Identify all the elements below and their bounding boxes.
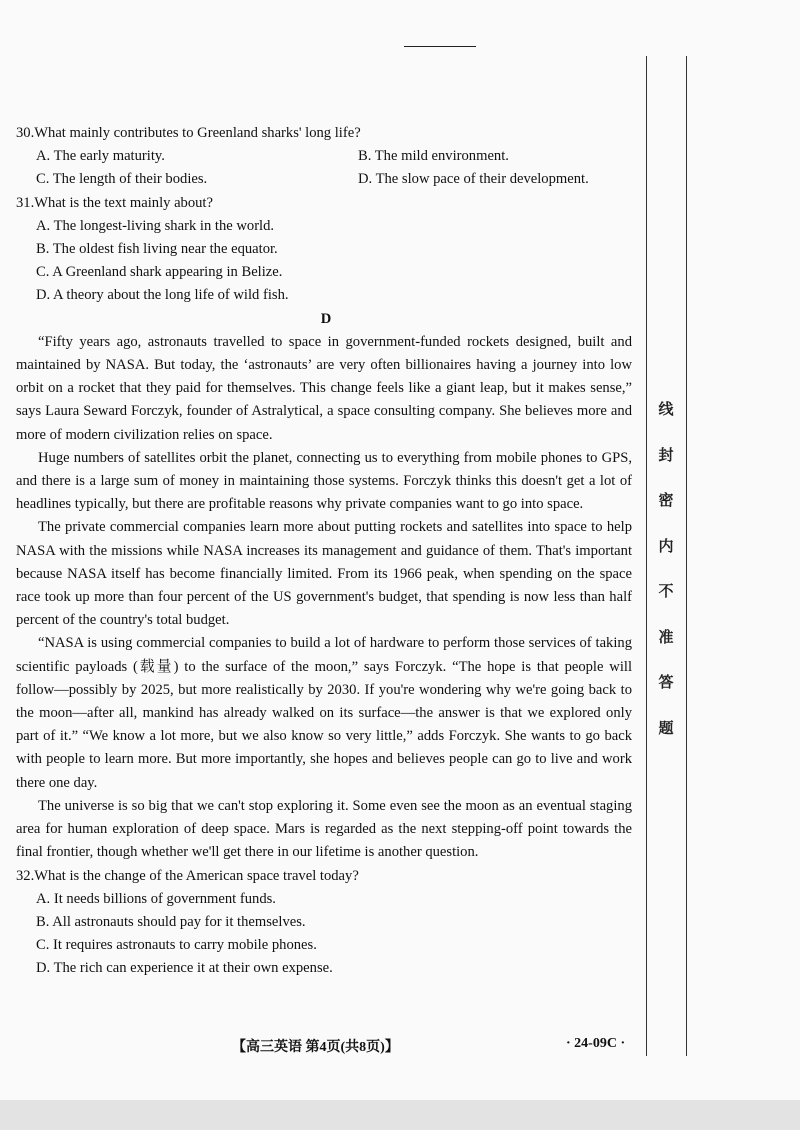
top-rule bbox=[404, 46, 476, 47]
question-32-option-d: D. The rich can experience it at their own expense. bbox=[36, 960, 333, 977]
passage-paragraph: “NASA is using commercial companies to build a lot of hardware to perform those services of taking scientific payloads (载量) to the surface of the moon,” says Forczyk. “The hope is that people will follow—possibly by 2025, but more realistically by 2030. If you're wondering why we're going back to the moon—after all, mankind has already walked on its surface—the answer is that we explored only part of it.” “We know a lot more, but we also know so very little,” adds Forczyk. She wants to go back with people to learn more. But more importantly, she hopes and believes people can go to live and work there one day. bbox=[16, 635, 632, 791]
margin-char: 题 bbox=[658, 720, 674, 737]
question-31-stem: 31.What is the text mainly about? bbox=[16, 194, 213, 211]
margin-char: 线 bbox=[658, 402, 674, 418]
footer-code: · 24-09C · bbox=[566, 1036, 626, 1051]
question-32-option-a: A. It needs billions of government funds. bbox=[36, 890, 276, 907]
margin-line-left bbox=[646, 56, 647, 1056]
margin-char: 答 bbox=[658, 675, 674, 691]
question-32-stem: 32.What is the change of the American space travel today? bbox=[16, 867, 359, 884]
margin-char: 准 bbox=[658, 629, 674, 646]
question-32-option-b: B. All astronauts should pay for it themselves. bbox=[36, 913, 306, 930]
question-31 bbox=[16, 192, 632, 308]
passage-paragraph: Huge numbers of satellites orbit the planet, connecting us to everything from mobile phones to GPS, and there is a large sum of money in maintaining those systems. Forczyk thinks this doesn't get a lot of headlines typically, but there are profitable reasons why private companies want to go into space. bbox=[16, 449, 632, 513]
question-31-option-d: D. A theory about the long life of wild fish. bbox=[36, 287, 289, 304]
question-30-option-c: C. The length of their bodies. bbox=[36, 171, 208, 188]
question-30-option-b: B. The mild environment. bbox=[358, 148, 509, 165]
question-31-option-b: B. The oldest fish living near the equator. bbox=[36, 241, 278, 258]
margin-char: 封 bbox=[658, 447, 674, 464]
question-31-option-a: A. The longest-living shark in the world. bbox=[36, 217, 275, 234]
passage-paragraph: The private commercial companies learn more about putting rockets and satellites into space to help NASA with the missions while NASA increases its management and guidance of them. That's important because NASA itself has become financially limited. From its 1966 peak, when spending on the space race took up more than four percent of the US government's budget, that spending is now less than half percent of the country's total budget. bbox=[16, 519, 632, 629]
question-32-option-c: C. It requires astronauts to carry mobile phones. bbox=[36, 937, 317, 954]
main-content bbox=[16, 122, 632, 981]
question-30-option-d: D. The slow pace of their development. bbox=[358, 171, 589, 188]
footer-page-label: 【高三英语 第4页(共8页)】 bbox=[232, 1040, 399, 1055]
margin-char: 不 bbox=[658, 584, 674, 600]
question-30 bbox=[16, 122, 632, 192]
margin-line-right bbox=[686, 56, 687, 1056]
margin-char: 内 bbox=[658, 538, 674, 555]
question-30-option-a: A. The early maturity. bbox=[36, 148, 165, 165]
binding-margin-text bbox=[652, 400, 680, 764]
section-d-title: D bbox=[320, 310, 332, 327]
question-30-stem: 30.What mainly contributes to Greenland sharks' long life? bbox=[16, 125, 361, 141]
margin-char: 密 bbox=[658, 493, 674, 509]
passage-paragraph: “Fifty years ago, astronauts travelled to space in government-funded rockets designed, built and maintained by NASA. But today, the ‘astronauts’ are very often billionaires having a journey into low orbit on a rocket that they paid for themselves. This change feels like a giant leap, but it makes sense,” says Laura Seward Forczyk, founder of Astralytical, a space consulting company. She believes more and more of modern civilization relies on space. bbox=[16, 333, 632, 443]
passage-paragraph: The universe is so big that we can't stop exploring it. Some even see the moon as an eventual staging area for human exploration of deep space. Mars is regarded as the next stepping-off point towards the final frontier, though whether we'll get there in our lifetime is another question. bbox=[16, 797, 632, 861]
question-31-option-c: C. A Greenland shark appearing in Belize. bbox=[36, 264, 283, 281]
scan-bottom-edge bbox=[0, 1100, 800, 1130]
question-32 bbox=[16, 865, 632, 981]
question-30-options bbox=[16, 145, 632, 191]
